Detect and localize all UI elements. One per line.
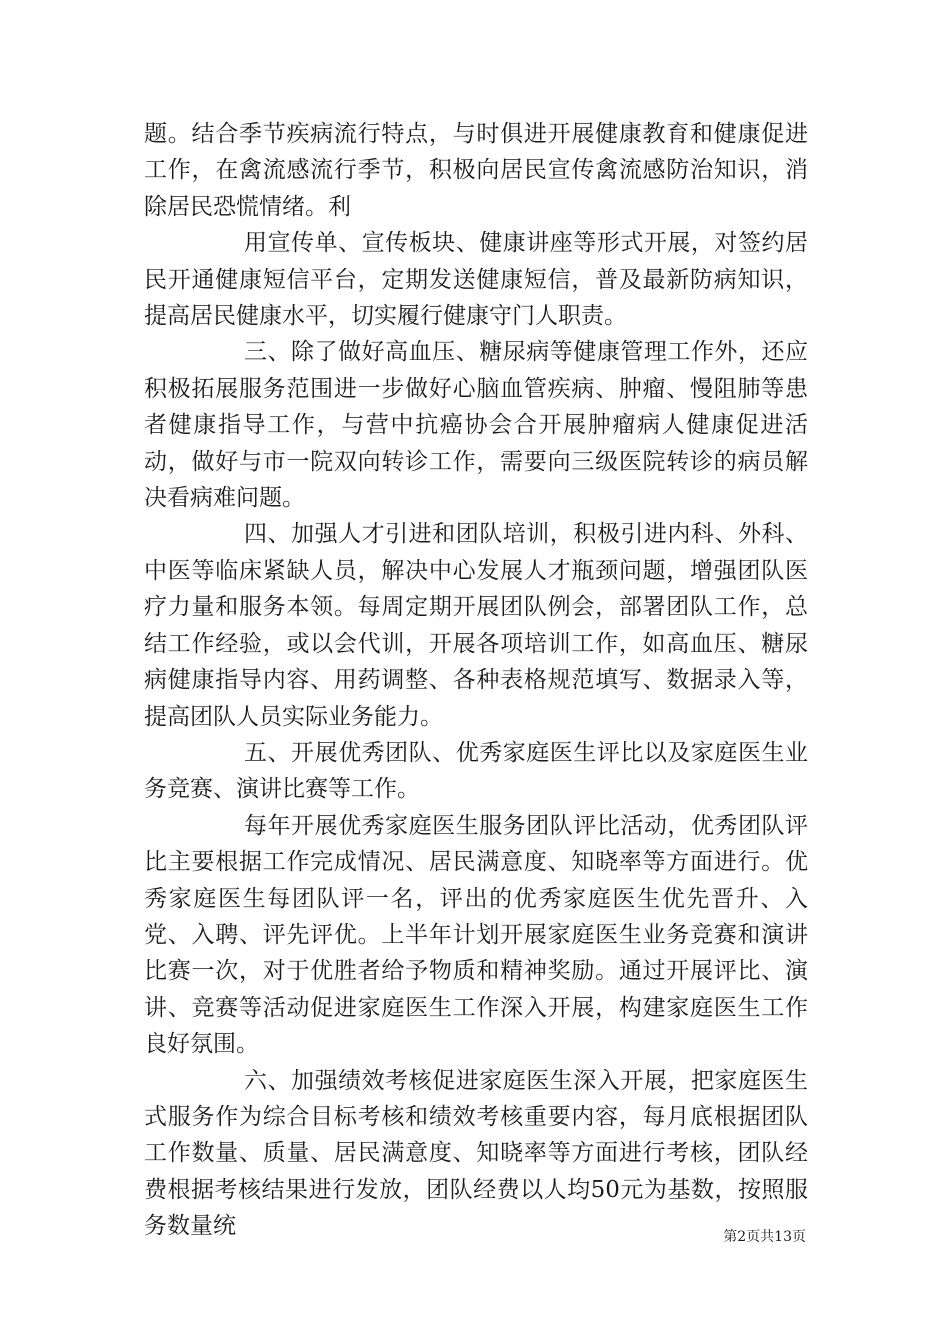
paragraph-continuation: 题。结合季节疾病流行特点，与时俱进开展健康教育和健康促进工作，在禽流感流行季节，积极向居民宣传禽流感防治知识，消除居民恐慌情绪。利 bbox=[144, 121, 808, 220]
paragraph-publicity-methods: 用宣传单、宣传板块、健康讲座等形式开展，对签约居民开通健康短信平台，定期发送健康短信，普及最新防病知识，提高居民健康水平，切实履行健康守门人职责。 bbox=[144, 230, 808, 330]
paragraph-section-4: 四、加强人才引进和团队培训，积极引进内科、外科、中医等临床紧缺人员，解决中心发展人才瓶颈问题，增强团队医疗力量和服务本领。每周定期开展团队例会，部署团队工作，总结工作经验，或以会代训，开展各项培训工作，如高血压、糖尿病健康指导内容、用药调整、各种表格规范填写、数据录入等，提高团队人员实际业务能力。 bbox=[144, 521, 808, 730]
page-number: 第2页共13页 bbox=[723, 1229, 806, 1245]
paragraph-section-3: 三、除了做好高血压、糖尿病等健康管理工作外，还应积极拓展服务范围进一步做好心脑血管疾病、肿瘤、慢阻肺等患者健康指导工作，与营中抗癌协会合开展肿瘤病人健康促进活动，做好与市一院双向转诊工作，需要向三级医院转诊的病员解决看病难问题。 bbox=[144, 339, 808, 512]
paragraph-section-6: 六、加强绩效考核促进家庭医生深入开展，把家庭医生式服务作为综合目标考核和绩效考核重要内容，每月底根据团队工作数量、质量、居民满意度、知晓率等方面进行考核，团队经费根据考核结果进行发放，团队经费以人均50元为基数，按照服务数量统 bbox=[144, 1067, 808, 1240]
paragraph-annual-evaluation: 每年开展优秀家庭医生服务团队评比活动，优秀团队评比主要根据工作完成情况、居民满意度、知晓率等方面进行。优秀家庭医生每团队评一名，评出的优秀家庭医生优先晋升、入党、入聘、评先评优。上半年计划开展家庭医生业务竞赛和演讲比赛一次，对于优胜者给予物质和精神奖励。通过开展评比、演讲、竞赛等活动促进家庭医生工作深入开展，构建家庭医生工作良好氛围。 bbox=[144, 812, 808, 1058]
body-text bbox=[144, 116, 808, 1245]
paragraph-section-5: 五、开展优秀团队、优秀家庭医生评比以及家庭医生业务竞赛、演讲比赛等工作。 bbox=[144, 739, 808, 803]
